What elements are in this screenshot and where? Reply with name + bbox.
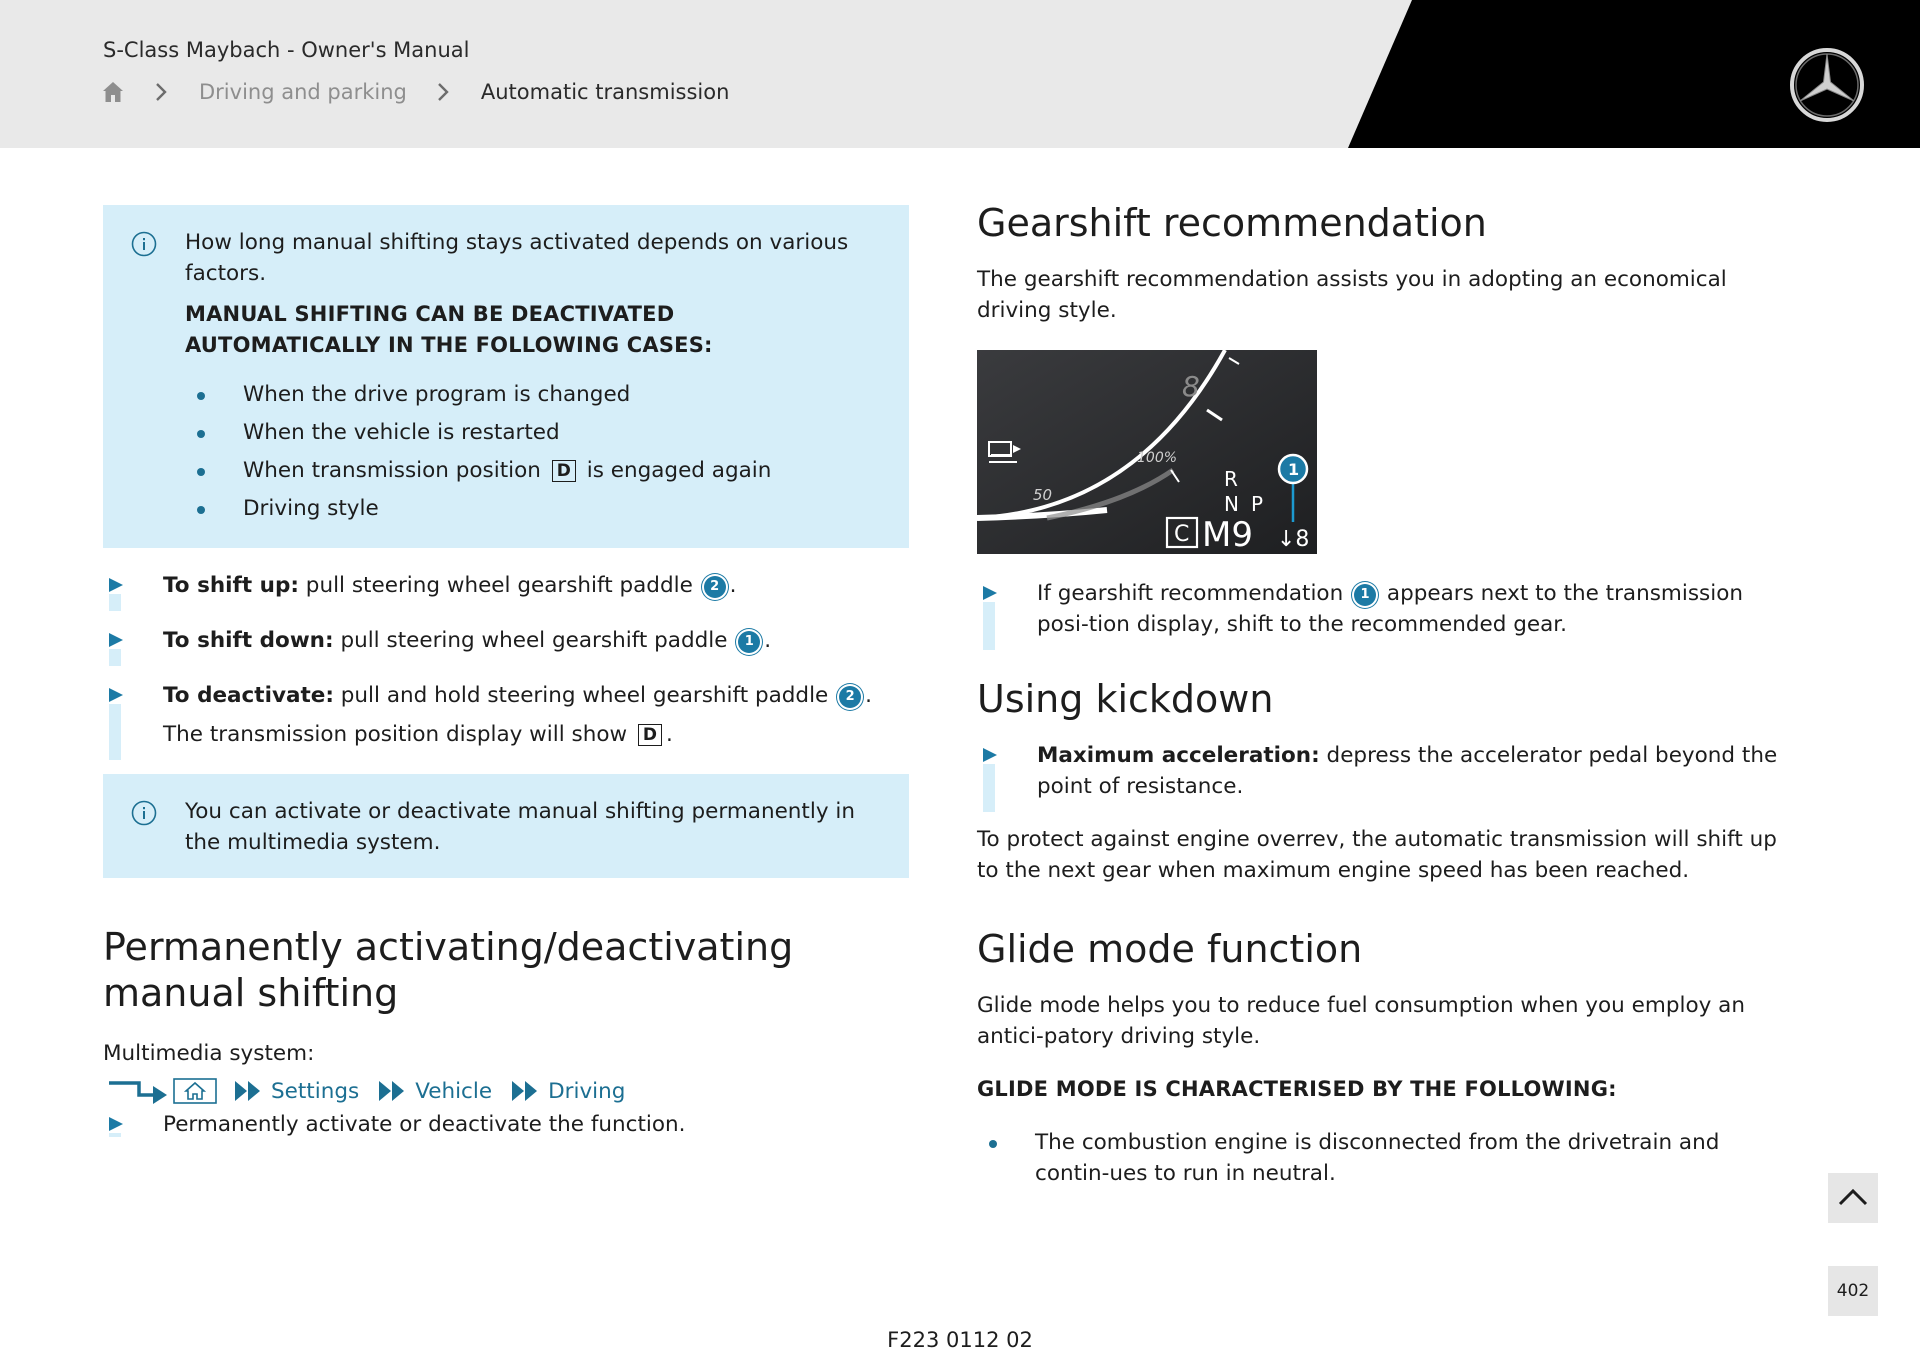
gear-d-symbol: D [552, 460, 576, 482]
step-gearshift [977, 578, 1797, 640]
callout-1-badge: 1 [1354, 584, 1376, 606]
section-heading-kickdown: Using kickdown [977, 677, 1274, 721]
step-text: pull steering wheel gearshift paddle [340, 628, 728, 653]
gearshift-text: The gearshift recommendation assists you in adopting an economical driving style. [977, 267, 1727, 323]
info-box-manual-shifting [103, 205, 909, 548]
gear-d-symbol: D [638, 724, 662, 746]
home-icon[interactable] [101, 80, 125, 104]
step-marker [109, 688, 123, 758]
step-text: Permanently activate or deactivate the function. [163, 1112, 686, 1137]
list-item [185, 493, 869, 524]
section-heading-glide: Glide mode function [977, 927, 1363, 971]
gear-down-arrow-label: ↓8 [1277, 527, 1310, 552]
page-number: 402 [1836, 1281, 1870, 1301]
page-number-button[interactable] [1828, 1266, 1878, 1316]
figure-code: F223 0112 02 [887, 1328, 1033, 1352]
multimedia-path [103, 1077, 909, 1105]
page-header [0, 0, 1920, 148]
bullet-dot [989, 1140, 997, 1148]
gear-n-label: N [1224, 492, 1239, 516]
step-marker [983, 586, 997, 648]
home-button-icon[interactable] [173, 1078, 217, 1104]
gear-m9-label: M9 [1202, 515, 1253, 554]
bullet-dot [197, 468, 205, 476]
list-item-text: The combustion engine is disconnected from the drivetrain and contin-ues to run in neutral. [1035, 1130, 1720, 1186]
scroll-to-top-button[interactable] [1828, 1173, 1878, 1223]
step-shift-up: To shift up: pull steering wheel gearshift paddle 2 . [103, 570, 909, 601]
percent-label: 100% [1137, 450, 1178, 466]
step-deactivate: To deactivate: pull and hold steering wheel gearshift paddle 2 . The transmission position display will show D . [103, 680, 909, 750]
info-caps-heading: MANUAL SHIFTING CAN BE DEACTIVATED AUTOMATICALLY IN THE FOLLOWING CASES: [185, 302, 713, 357]
step-permanent [103, 1109, 909, 1140]
glide-list [977, 1127, 1797, 1189]
step-bold-label: To deactivate: [163, 683, 334, 708]
info-icon [131, 800, 157, 826]
list-item [185, 379, 869, 410]
list-item [185, 455, 869, 486]
step-marker [109, 1117, 123, 1148]
list-item-text: is engaged again [586, 458, 772, 483]
breadcrumb-driving-and-parking[interactable]: Driving and parking [199, 80, 407, 104]
instrument-cluster-graphic [977, 350, 1317, 554]
deactivation-cases-list [185, 379, 869, 524]
step-text: If gearshift recommendation [1037, 581, 1344, 606]
info-box-multimedia [103, 774, 909, 878]
section-heading-permanent: Permanently activating/deactivating manual shifting [103, 925, 794, 1015]
bullet-dot [197, 430, 205, 438]
header-black-band [0, 0, 1920, 148]
path-settings[interactable]: Settings [271, 1078, 360, 1104]
step-text: depress the accelerator pedal beyond the point of resistance. [1037, 743, 1778, 799]
step-text: pull and hold steering wheel gearshift paddle [340, 683, 829, 708]
path-vehicle[interactable]: Vehicle [415, 1078, 493, 1104]
step-bold-label: Maximum acceleration: [1037, 743, 1320, 768]
step-bold-label: To shift up: [163, 573, 299, 598]
gear-c-label: C [1174, 522, 1190, 547]
step-marker [109, 578, 123, 609]
info-text: You can activate or deactivate manual shifting permanently in the multimedia system. [185, 799, 855, 855]
path-arrow-icon [103, 1077, 169, 1105]
chevron-right-icon [151, 81, 171, 103]
mercedes-star-logo [1788, 46, 1866, 124]
step-kickdown [977, 740, 1797, 802]
speed-8-label: 8 [1182, 370, 1200, 403]
gear-p-label: P [1251, 492, 1264, 516]
bullet-dot [197, 392, 205, 400]
multimedia-label: Multimedia system: [103, 1041, 315, 1066]
paddle-1-badge: 1 [738, 631, 760, 653]
list-item-text: Driving style [243, 496, 379, 521]
chevron-right-icon [433, 81, 453, 103]
kickdown-note: To protect against engine overrev, the automatic transmission will shift up to the next gear when maximum engine speed has been reached. [977, 827, 1777, 883]
instrument-cluster-figure [977, 350, 1317, 554]
gear-r-label: R [1224, 467, 1238, 491]
bullet-dot [197, 506, 205, 514]
right-column [977, 200, 1797, 1196]
list-item [185, 417, 869, 448]
callout-1-label: 1 [1288, 460, 1300, 479]
paddle-2-badge: 2 [839, 686, 861, 708]
paddle-2-badge: 2 [704, 576, 726, 598]
chevron-up-icon [1828, 1173, 1878, 1223]
double-chevron-icon [510, 1079, 540, 1103]
left-column [103, 205, 909, 1140]
info-text: How long manual shifting stays activated depends on various factors. [185, 230, 849, 286]
step-text: pull steering wheel gearshift paddle [305, 573, 693, 598]
double-chevron-icon [377, 1079, 407, 1103]
list-item [977, 1127, 1797, 1189]
speed-50-label: 50 [1033, 486, 1053, 504]
step-marker [109, 633, 123, 664]
step-text: appears next to the transmission posi-tion display, shift to the recommended gear. [1037, 581, 1743, 637]
step-marker [983, 748, 997, 810]
section-heading-gearshift: Gearshift recommendation [977, 201, 1487, 245]
step-shift-down: To shift down: pull steering wheel gearshift paddle 1 . [103, 625, 909, 656]
doc-title: S-Class Maybach - Owner's Manual [103, 38, 470, 62]
step-bold-label: To shift down: [163, 628, 334, 653]
double-chevron-icon [233, 1079, 263, 1103]
path-driving[interactable]: Driving [548, 1078, 626, 1104]
breadcrumb [101, 80, 729, 104]
glide-caps-heading: GLIDE MODE IS CHARACTERISED BY THE FOLLOWING: [977, 1077, 1617, 1101]
info-icon [131, 231, 157, 257]
step-text: The transmission position display will show [163, 722, 628, 747]
breadcrumb-automatic-transmission: Automatic transmission [480, 80, 730, 104]
glide-text: Glide mode helps you to reduce fuel consumption when you employ an antici-patory driving style. [977, 993, 1745, 1049]
list-item-text: When the drive program is changed [243, 382, 631, 407]
list-item-text: When transmission position [243, 458, 541, 483]
list-item-text: When the vehicle is restarted [243, 420, 560, 445]
